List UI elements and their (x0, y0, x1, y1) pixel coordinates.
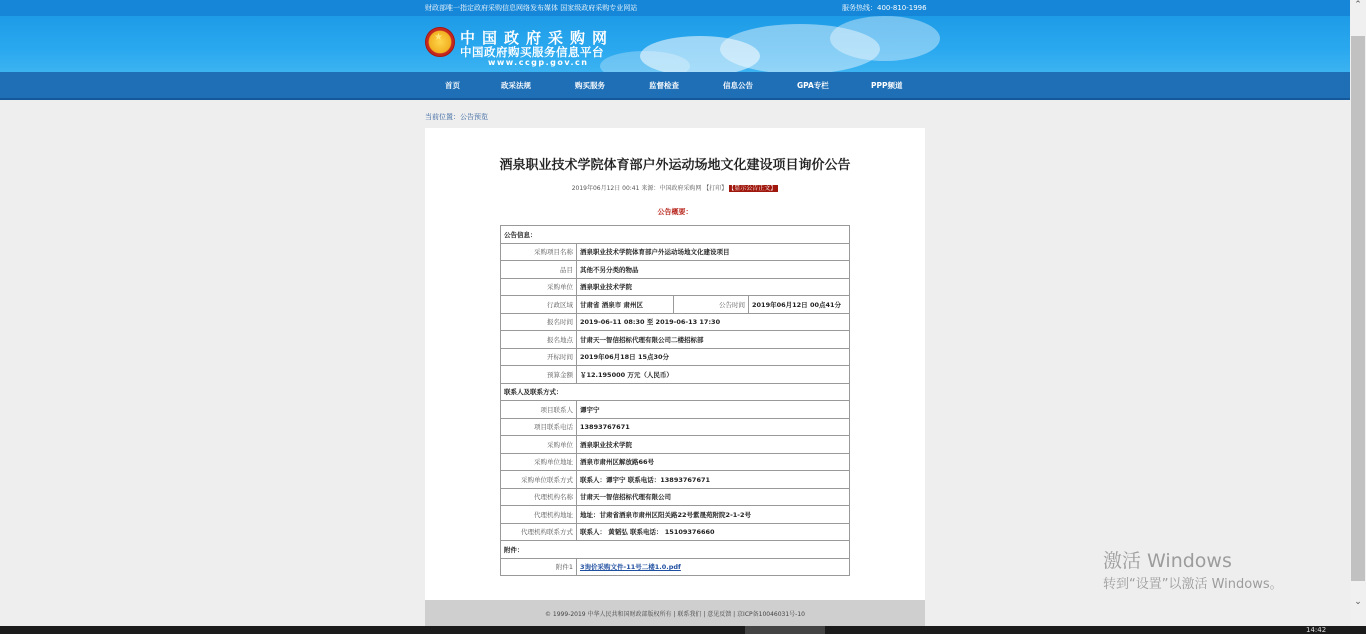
logo-title[interactable]: 中国政府采购网 (460, 29, 615, 47)
nav-item-gpa[interactable]: GPA专栏 (797, 81, 829, 90)
cell-label: 预算金额 (501, 366, 577, 384)
cell-label: 附件1 (501, 558, 577, 576)
table-row (501, 541, 850, 559)
table-row (501, 401, 850, 419)
scrollbar-thumb[interactable] (1351, 36, 1365, 581)
table-row (501, 383, 850, 401)
cell-budget: ￥12.195000 万元（人民币） (577, 366, 850, 384)
cell-label: 报名地点 (501, 331, 577, 349)
activate-windows-title: 激活 Windows (1103, 550, 1232, 572)
nav-item-home[interactable]: 首页 (445, 81, 460, 90)
table-row (501, 331, 850, 349)
table-row (501, 278, 850, 296)
section-contact: 联系人及联系方式： (501, 383, 850, 401)
cell-regplace: 甘肃天一智信招标代理有限公司二楼招标部 (577, 331, 850, 349)
cell-label: 采购单位 (501, 278, 577, 296)
nav-item-ppp[interactable]: PPP频道 (871, 81, 903, 90)
cloud-decoration (830, 16, 940, 61)
taskbar (0, 626, 1366, 634)
summary-heading: 公告概要： (657, 208, 693, 216)
cell-label: 采购单位 (501, 436, 577, 454)
table-row (501, 418, 850, 436)
cell-label: 采购单位联系方式 (501, 471, 577, 489)
cell-category: 其他不另分类的物品 (577, 261, 850, 279)
table-row (501, 523, 850, 541)
cell-buyer-addr: 酒泉市肃州区解放路66号 (577, 453, 850, 471)
attachment-link[interactable]: 3询价采购文件-11号二楼1.0.pdf (580, 563, 681, 572)
top-info-bar (0, 0, 1350, 16)
section-attachments: 附件： (501, 541, 850, 559)
cell-opentime: 2019年06月18日 15点30分 (577, 348, 850, 366)
section-notice: 公告信息： (501, 226, 850, 244)
main-nav (0, 72, 1350, 100)
announcement-meta (425, 183, 925, 192)
table-row (501, 436, 850, 454)
cell-label: 公告时间 (674, 296, 749, 314)
cell-label: 采购单位地址 (501, 453, 577, 471)
nav-item-supervision[interactable]: 监督检查 (649, 81, 679, 90)
breadcrumb: 当前位置：公告预览 (425, 113, 488, 121)
table-row (501, 471, 850, 489)
cell-label: 报名时间 (501, 313, 577, 331)
table-row (501, 296, 850, 314)
cell-label: 品目 (501, 261, 577, 279)
table-row (501, 488, 850, 506)
logo-url: www.ccgp.gov.cn (488, 58, 589, 67)
cell-project-name: 酒泉职业技术学院体育部户外运动场地文化建设项目 (577, 243, 850, 261)
attachment-cell (577, 558, 850, 576)
table-row (501, 348, 850, 366)
cell-proj-phone: 13893767671 (577, 418, 850, 436)
page-title: 酒泉职业技术学院体育部户外运动场地文化建设项目询价公告 (499, 158, 851, 173)
table-row (501, 558, 850, 576)
meta-info: 2019年06月12日 00:41 来源：中国政府采购网 【打印】 (571, 185, 728, 192)
cell-buyer: 酒泉职业技术学院 (577, 278, 850, 296)
taskbar-clock[interactable]: 14:42 (1306, 627, 1327, 634)
scroll-down-icon[interactable]: ⌄ (1354, 597, 1362, 607)
cell-buyer2: 酒泉职业技术学院 (577, 436, 850, 454)
cell-buyer-contact: 联系人：谭宇宁 联系电话：13893767671 (577, 471, 850, 489)
national-emblem-icon[interactable] (425, 27, 455, 57)
table-row (501, 261, 850, 279)
table-row (501, 506, 850, 524)
site-slogan: 财政部唯一指定政府采购信息网络发布媒体 国家级政府采购专业网站 (425, 4, 638, 12)
cell-label: 项目联系人 (501, 401, 577, 419)
page-footer: © 1999-2019 中华人民共和国财政部版权所有 | 联系我们 | 意见反馈 | 京ICP备10046031号-10 (425, 600, 925, 628)
table-row (501, 243, 850, 261)
table-row (501, 453, 850, 471)
cell-agency: 甘肃天一智信招标代理有限公司 (577, 488, 850, 506)
announcement-table (500, 225, 850, 576)
cell-label: 代理机构名称 (501, 488, 577, 506)
cell-label: 行政区域 (501, 296, 577, 314)
cell-agency-contact: 联系人： 黄韬弘 联系电话： 15109376660 (577, 523, 850, 541)
taskbar-active-app[interactable] (745, 626, 825, 634)
show-body-button[interactable]: 【显示公告正文】 (731, 185, 777, 192)
table-row (501, 366, 850, 384)
table-row (501, 226, 850, 244)
nav-item-regulations[interactable]: 政采法规 (501, 81, 531, 90)
activate-windows-hint: 转到“设置”以激活 Windows。 (1103, 577, 1283, 592)
cell-region: 甘肃省 酒泉市 肃州区 (577, 296, 674, 314)
cell-label: 代理机构联系方式 (501, 523, 577, 541)
service-hotline: 服务热线：400-810-1996 (842, 4, 927, 12)
cell-proj-contact: 谭宇宁 (577, 401, 850, 419)
cell-agency-addr: 地址：甘肃省酒泉市肃州区阳关路22号紫晟苑附院2-1-2号 (577, 506, 850, 524)
cell-label: 代理机构地址 (501, 506, 577, 524)
announcement-content (425, 128, 925, 600)
table-row (501, 313, 850, 331)
cell-label: 项目联系电话 (501, 418, 577, 436)
logo-subtitle: 中国政府购买服务信息平台 (460, 45, 604, 59)
cell-regtime: 2019-06-11 08:30 至 2019-06-13 17:30 (577, 313, 850, 331)
cell-pubtime: 2019年06月12日 00点41分 (749, 296, 850, 314)
scroll-up-icon[interactable]: ⌃ (1354, 0, 1362, 10)
cell-label: 开标时间 (501, 348, 577, 366)
star-icon: ★ (434, 32, 443, 43)
nav-item-announcements[interactable]: 信息公告 (723, 81, 753, 90)
cell-label: 采购项目名称 (501, 243, 577, 261)
site-banner (0, 16, 1350, 72)
nav-item-purchase-services[interactable]: 购买服务 (575, 81, 605, 90)
